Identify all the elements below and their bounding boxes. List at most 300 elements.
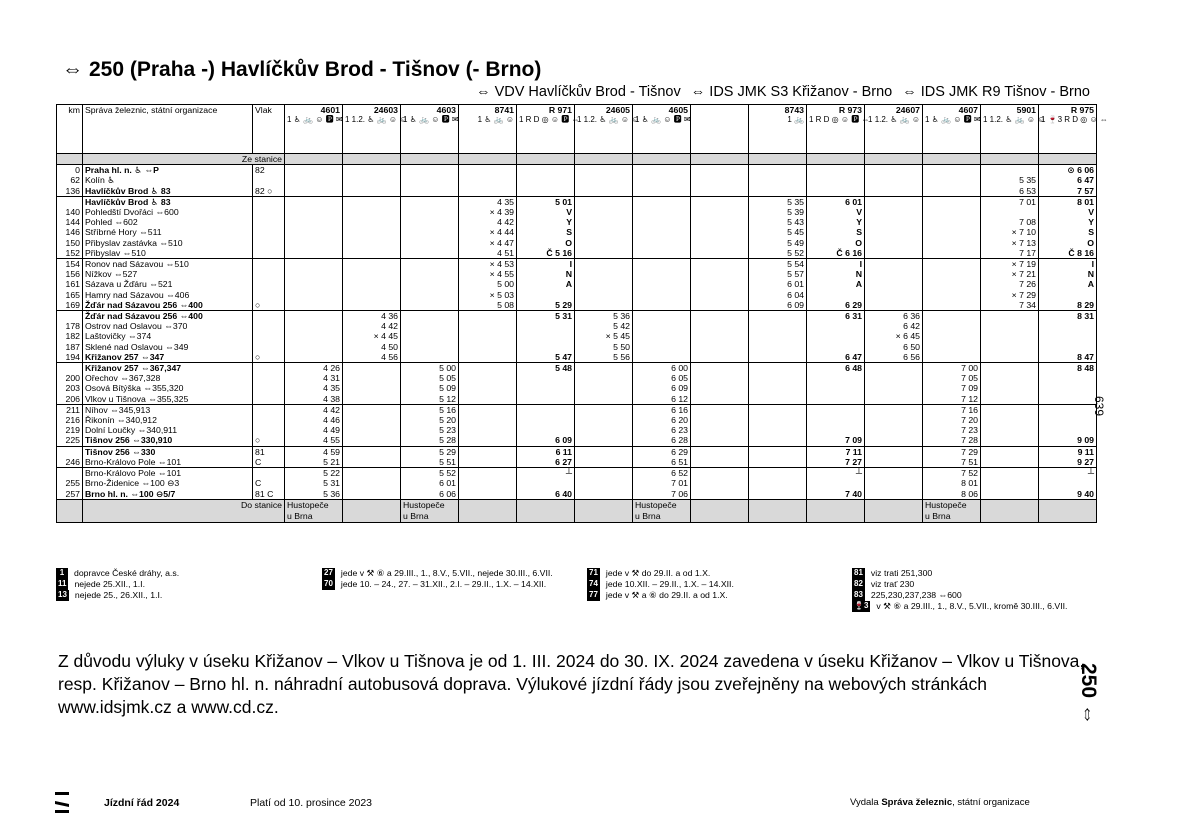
time-cell — [749, 489, 807, 500]
time-cell — [691, 352, 749, 363]
table-row — [57, 227, 1097, 237]
time-cell: 8 01 — [923, 478, 981, 488]
time-cell: 5 42 — [575, 321, 633, 331]
time-cell — [749, 331, 807, 341]
time-cell: 4 31 — [285, 373, 343, 383]
time-cell — [633, 321, 691, 331]
time-cell — [1039, 415, 1097, 425]
note-item — [852, 568, 1082, 579]
time-cell — [633, 207, 691, 217]
time-cell: 5 05 — [401, 373, 459, 383]
time-cell — [865, 175, 923, 185]
time-cell: 7 01 — [633, 478, 691, 488]
time-cell — [459, 363, 517, 374]
time-cell: 5 52 — [401, 468, 459, 479]
time-cell — [575, 373, 633, 383]
time-cell: 5 08 — [459, 300, 517, 311]
time-cell — [807, 321, 865, 331]
station-marker — [253, 363, 285, 374]
time-cell: V — [517, 207, 575, 217]
time-cell — [691, 331, 749, 341]
time-cell — [459, 321, 517, 331]
station-marker — [253, 383, 285, 393]
time-cell — [575, 489, 633, 500]
station-marker — [253, 196, 285, 207]
time-cell — [865, 259, 923, 270]
note-code: 13 — [58, 590, 67, 599]
time-cell: 5 56 — [575, 352, 633, 363]
table-row — [57, 394, 1097, 405]
km-value: 200 — [57, 373, 83, 383]
time-cell: ┴ — [1039, 468, 1097, 479]
table-row — [57, 331, 1097, 341]
time-cell — [459, 352, 517, 363]
time-cell — [691, 165, 749, 176]
time-cell — [807, 165, 865, 176]
page-number: 639 — [1092, 396, 1106, 417]
time-cell — [807, 342, 865, 352]
time-cell: 5 31 — [285, 478, 343, 488]
note-item — [56, 568, 179, 579]
time-cell — [1039, 331, 1097, 341]
time-cell — [343, 435, 401, 446]
time-cell — [459, 383, 517, 393]
closure-notice: Z důvodu výluky v úseku Křižanov – Vlkov u Tišnova je od 1. III. 2024 do 30. IX. 2024 zavedena v úseku Křižanov – Vlkov u Tišnova, resp. Křižanov – Brno hl. n. náhradní autobusová doprava. Výlukové jízdní řády jsou zveřejněny na webových stránkách www.idsjmk.cz a www.cd.cz. — [58, 651, 1085, 717]
time-cell: 6 47 — [1039, 175, 1097, 185]
time-cell — [749, 404, 807, 415]
time-cell — [865, 165, 923, 176]
time-cell — [691, 404, 749, 415]
note-item — [56, 590, 179, 601]
time-cell: 6 50 — [865, 342, 923, 352]
time-cell: 5 49 — [749, 238, 807, 248]
table-row — [57, 435, 1097, 446]
note-text: jede 10.XII. – 29.II., 1.X. – 14.XII. — [605, 579, 734, 589]
destination-cell — [749, 499, 807, 522]
station-name: Pohledští Dvořáci ⇔600 — [83, 207, 253, 217]
time-cell: 6 01 — [401, 478, 459, 488]
cell — [865, 154, 923, 165]
note-item — [56, 579, 179, 590]
time-cell — [575, 217, 633, 227]
km-value: 216 — [57, 415, 83, 425]
km-value: 187 — [57, 342, 83, 352]
time-cell: 8 29 — [1039, 300, 1097, 311]
time-cell — [285, 321, 343, 331]
time-cell — [459, 186, 517, 197]
time-cell — [633, 259, 691, 270]
time-cell: × 7 29 — [981, 290, 1039, 300]
table-row — [57, 186, 1097, 197]
time-cell — [575, 175, 633, 185]
station-marker — [253, 404, 285, 415]
station-marker — [253, 279, 285, 289]
table-row — [57, 363, 1097, 374]
time-cell — [401, 165, 459, 176]
time-cell: 4 46 — [285, 415, 343, 425]
note-text: dopravce České dráhy, a.s. — [74, 568, 180, 578]
station-marker — [253, 227, 285, 237]
time-cell — [633, 342, 691, 352]
time-cell: 6 23 — [633, 425, 691, 435]
time-cell — [807, 175, 865, 185]
time-cell: 4 59 — [285, 446, 343, 457]
station-name: Havlíčkův Brod ♿ 83 — [83, 196, 253, 207]
km-value — [57, 363, 83, 374]
cell — [459, 154, 517, 165]
time-cell — [691, 238, 749, 248]
time-cell — [749, 435, 807, 446]
time-cell — [575, 269, 633, 279]
time-cell — [807, 415, 865, 425]
time-cell — [517, 186, 575, 197]
time-cell — [865, 269, 923, 279]
time-cell: 6 48 — [807, 363, 865, 374]
time-cell — [691, 373, 749, 383]
time-cell — [517, 425, 575, 435]
destination-cell: Hustopeče u Brna — [285, 499, 343, 522]
time-cell: 5 45 — [749, 227, 807, 237]
train-header-2: 4603 1 ♿ 🚲 ☺ 🅿 ✉ — [401, 105, 459, 154]
station-marker — [253, 207, 285, 217]
notes-col-3 — [587, 568, 827, 601]
time-cell: 5 50 — [575, 342, 633, 352]
time-cell — [343, 196, 401, 207]
time-cell — [981, 165, 1039, 176]
time-cell — [401, 196, 459, 207]
note-item — [322, 568, 562, 579]
notes-col-1 — [56, 568, 179, 601]
train-header-10: 24607 1 1.2. ♿ 🚲 ☺ — [865, 105, 923, 154]
time-cell — [807, 331, 865, 341]
train-header-12: 5901 1 1.2. ♿ 🚲 ☺ ☺ — [981, 105, 1039, 154]
time-cell — [459, 489, 517, 500]
time-cell — [401, 290, 459, 300]
table-row — [57, 207, 1097, 217]
time-cell — [285, 311, 343, 322]
table-row — [57, 279, 1097, 289]
time-cell: 5 22 — [285, 468, 343, 479]
train-header-4: R 971 1 R D ◎ ☺ 🅿 ⇔ — [517, 105, 575, 154]
time-cell — [865, 425, 923, 435]
time-cell: 5 51 — [401, 457, 459, 468]
subtitle-vdv: ⇔ VDV Havlíčkův Brod - Tišnov — [476, 84, 681, 100]
km-value: 136 — [57, 186, 83, 197]
note-code: 83 — [854, 590, 863, 599]
time-cell — [981, 331, 1039, 341]
time-cell: 7 52 — [923, 468, 981, 479]
station-marker — [253, 425, 285, 435]
time-cell: Y — [1039, 217, 1097, 227]
time-cell: 5 21 — [285, 457, 343, 468]
train-header-8: 8743 1 🚲 — [749, 105, 807, 154]
time-cell: Y — [517, 217, 575, 227]
time-cell — [691, 425, 749, 435]
station-marker — [253, 321, 285, 331]
time-cell — [923, 238, 981, 248]
train-header-6: 4605 1 ♿ 🚲 ☺ 🅿 ✉ — [633, 105, 691, 154]
km-value: 156 — [57, 269, 83, 279]
note-text: jede v ⚒ a ⑥ do 29.II. a od 1.X. — [605, 590, 728, 600]
time-cell: N — [807, 269, 865, 279]
time-cell — [343, 207, 401, 217]
time-cell — [923, 196, 981, 207]
time-cell — [343, 404, 401, 415]
time-cell: 7 57 — [1039, 186, 1097, 197]
time-cell — [343, 238, 401, 248]
time-cell — [459, 165, 517, 176]
subtitle-s3: ⇔ IDS JMK S3 Křižanov - Brno — [690, 84, 893, 100]
time-cell: × 7 21 — [981, 269, 1039, 279]
time-cell: × 7 10 — [981, 227, 1039, 237]
time-cell — [749, 415, 807, 425]
time-cell: × 4 44 — [459, 227, 517, 237]
time-cell — [981, 394, 1039, 405]
note-item — [587, 568, 827, 579]
destination-cell — [517, 499, 575, 522]
time-cell: 5 09 — [401, 383, 459, 393]
time-cell — [343, 394, 401, 405]
time-cell — [691, 478, 749, 488]
time-cell — [285, 196, 343, 207]
time-cell — [691, 363, 749, 374]
do-stanice-label: Do stanice — [83, 499, 285, 522]
time-cell — [459, 394, 517, 405]
time-cell — [343, 457, 401, 468]
time-cell: 6 09 — [633, 383, 691, 393]
time-cell — [343, 279, 401, 289]
time-cell — [343, 468, 401, 479]
time-cell — [691, 457, 749, 468]
time-cell: 7 40 — [807, 489, 865, 500]
ze-stanice-row — [57, 154, 1097, 165]
time-cell: 5 00 — [401, 363, 459, 374]
time-cell — [981, 311, 1039, 322]
station-marker: ○ — [253, 300, 285, 311]
time-cell: S — [517, 227, 575, 237]
page-title — [62, 58, 541, 82]
station-marker: ○ — [253, 435, 285, 446]
time-cell — [981, 321, 1039, 331]
time-cell — [575, 279, 633, 289]
time-cell: 5 01 — [517, 196, 575, 207]
time-cell — [923, 290, 981, 300]
time-cell — [633, 186, 691, 197]
time-cell: 5 39 — [749, 207, 807, 217]
time-cell: × 5 03 — [459, 290, 517, 300]
time-cell — [401, 331, 459, 341]
cell — [1039, 154, 1097, 165]
km-value: 140 — [57, 207, 83, 217]
time-cell — [749, 446, 807, 457]
time-cell: 5 57 — [749, 269, 807, 279]
time-cell — [923, 165, 981, 176]
train-icon: ⇔ — [62, 58, 83, 81]
time-cell: 6 11 — [517, 446, 575, 457]
time-cell — [807, 478, 865, 488]
time-cell — [575, 425, 633, 435]
train-header-5: 24605 1 1.2. ♿ 🚲 ☺ ☺ — [575, 105, 633, 154]
table-row — [57, 165, 1097, 176]
time-cell: 5 00 — [459, 279, 517, 289]
train-header-9: R 973 1 R D ◎ ☺ 🅿 ⇔ — [807, 105, 865, 154]
cell — [749, 154, 807, 165]
time-cell — [865, 238, 923, 248]
time-cell — [749, 186, 807, 197]
km-value: 144 — [57, 217, 83, 227]
time-cell — [865, 279, 923, 289]
time-cell: O — [1039, 238, 1097, 248]
station-name: Přibyslav ⇔510 — [83, 248, 253, 259]
time-cell — [575, 468, 633, 479]
time-cell — [575, 196, 633, 207]
station-name: Pohled ⇔602 — [83, 217, 253, 227]
time-cell — [575, 207, 633, 217]
station-marker — [253, 394, 285, 405]
time-cell — [633, 227, 691, 237]
time-cell: 5 47 — [517, 352, 575, 363]
time-cell — [285, 227, 343, 237]
km-value: 165 — [57, 290, 83, 300]
time-cell: N — [517, 269, 575, 279]
station-name: Sázava u Žďáru ⇔521 — [83, 279, 253, 289]
time-cell — [691, 435, 749, 446]
station-marker: 81 — [253, 446, 285, 457]
time-cell — [459, 478, 517, 488]
note-item — [852, 579, 1082, 590]
time-cell: 6 56 — [865, 352, 923, 363]
time-cell — [459, 425, 517, 435]
time-cell — [1039, 373, 1097, 383]
km-value — [57, 311, 83, 322]
time-cell: 7 09 — [807, 435, 865, 446]
time-cell — [749, 394, 807, 405]
time-cell — [285, 290, 343, 300]
km-value: 211 — [57, 404, 83, 415]
time-cell — [865, 435, 923, 446]
time-cell — [865, 446, 923, 457]
time-cell — [575, 186, 633, 197]
time-cell: O — [517, 238, 575, 248]
cell — [981, 154, 1039, 165]
station-marker — [253, 259, 285, 270]
time-cell: 5 54 — [749, 259, 807, 270]
time-cell: 4 42 — [343, 321, 401, 331]
time-cell — [459, 373, 517, 383]
time-cell — [691, 175, 749, 185]
train-header-1: 24603 1 1.2. ♿ 🚲 ☺ ☺ — [343, 105, 401, 154]
operator-header: Správa železnic, státní organizace — [83, 105, 253, 154]
time-cell — [923, 311, 981, 322]
time-cell: 7 08 — [981, 217, 1039, 227]
time-cell: 7 51 — [923, 457, 981, 468]
time-cell: 5 36 — [575, 311, 633, 322]
time-cell: × 4 53 — [459, 259, 517, 270]
time-cell: 7 00 — [923, 363, 981, 374]
time-cell: 9 11 — [1039, 446, 1097, 457]
time-cell: 6 05 — [633, 373, 691, 383]
time-cell — [807, 394, 865, 405]
time-cell — [285, 342, 343, 352]
destination-cell: Hustopeče u Brna — [923, 499, 981, 522]
table-row — [57, 342, 1097, 352]
time-cell — [343, 259, 401, 270]
time-cell — [1039, 383, 1097, 393]
time-cell: 4 50 — [343, 342, 401, 352]
time-cell — [517, 165, 575, 176]
time-cell — [749, 175, 807, 185]
time-cell — [923, 352, 981, 363]
cell — [401, 154, 459, 165]
time-cell — [923, 186, 981, 197]
time-cell — [981, 435, 1039, 446]
time-cell — [807, 373, 865, 383]
station-name: Tišnov 256 ⇔330 — [83, 446, 253, 457]
time-cell — [1039, 290, 1097, 300]
cell — [633, 154, 691, 165]
time-cell — [923, 269, 981, 279]
do-stanice-row — [57, 499, 1097, 522]
time-cell — [517, 321, 575, 331]
km-value: 146 — [57, 227, 83, 237]
station-marker — [253, 290, 285, 300]
time-cell — [401, 279, 459, 289]
station-name: Žďár nad Sázavou 256 ⇔400 — [83, 311, 253, 322]
destination-cell — [807, 499, 865, 522]
note-item — [322, 579, 562, 590]
km-value: 169 — [57, 300, 83, 311]
station-name: Praha hl. n. ♿ ⇔P — [83, 165, 253, 176]
station-name: Tišnov 256 ⇔330,910 — [83, 435, 253, 446]
time-cell — [691, 227, 749, 237]
time-cell — [865, 394, 923, 405]
destination-cell — [981, 499, 1039, 522]
time-cell — [981, 383, 1039, 393]
station-marker — [253, 342, 285, 352]
time-cell: 6 29 — [807, 300, 865, 311]
time-cell — [401, 238, 459, 248]
station-marker — [253, 217, 285, 227]
time-cell — [807, 186, 865, 197]
station-name: Přibyslav zastávka ⇔510 — [83, 238, 253, 248]
cell — [57, 499, 83, 522]
time-cell — [807, 425, 865, 435]
km-header: km — [57, 105, 83, 154]
time-cell — [633, 196, 691, 207]
time-cell — [401, 311, 459, 322]
time-cell — [517, 342, 575, 352]
footer-publisher: Vydala Správa železnic, státní organizace — [850, 797, 1030, 808]
note-code: 81 — [854, 568, 863, 577]
time-cell — [865, 290, 923, 300]
km-value: 194 — [57, 352, 83, 363]
table-row — [57, 478, 1097, 488]
station-name: Osová Bítýška ⇔355,320 — [83, 383, 253, 393]
station-marker — [253, 415, 285, 425]
time-cell — [285, 331, 343, 341]
time-cell: 8 48 — [1039, 363, 1097, 374]
time-cell: 5 52 — [749, 248, 807, 259]
table-row — [57, 404, 1097, 415]
header-row — [57, 105, 1097, 154]
note-code: 11 — [58, 579, 67, 588]
note-text: jede v ⚒ ⑥ a 29.III., 1., 8.V., 5.VII., nejede 30.III., 6.VII. — [340, 568, 553, 578]
note-text: viz trati 251,300 — [870, 568, 933, 578]
time-cell: N — [1039, 269, 1097, 279]
time-cell — [343, 363, 401, 374]
table-row — [57, 415, 1097, 425]
time-cell: Č 8 16 — [1039, 248, 1097, 259]
